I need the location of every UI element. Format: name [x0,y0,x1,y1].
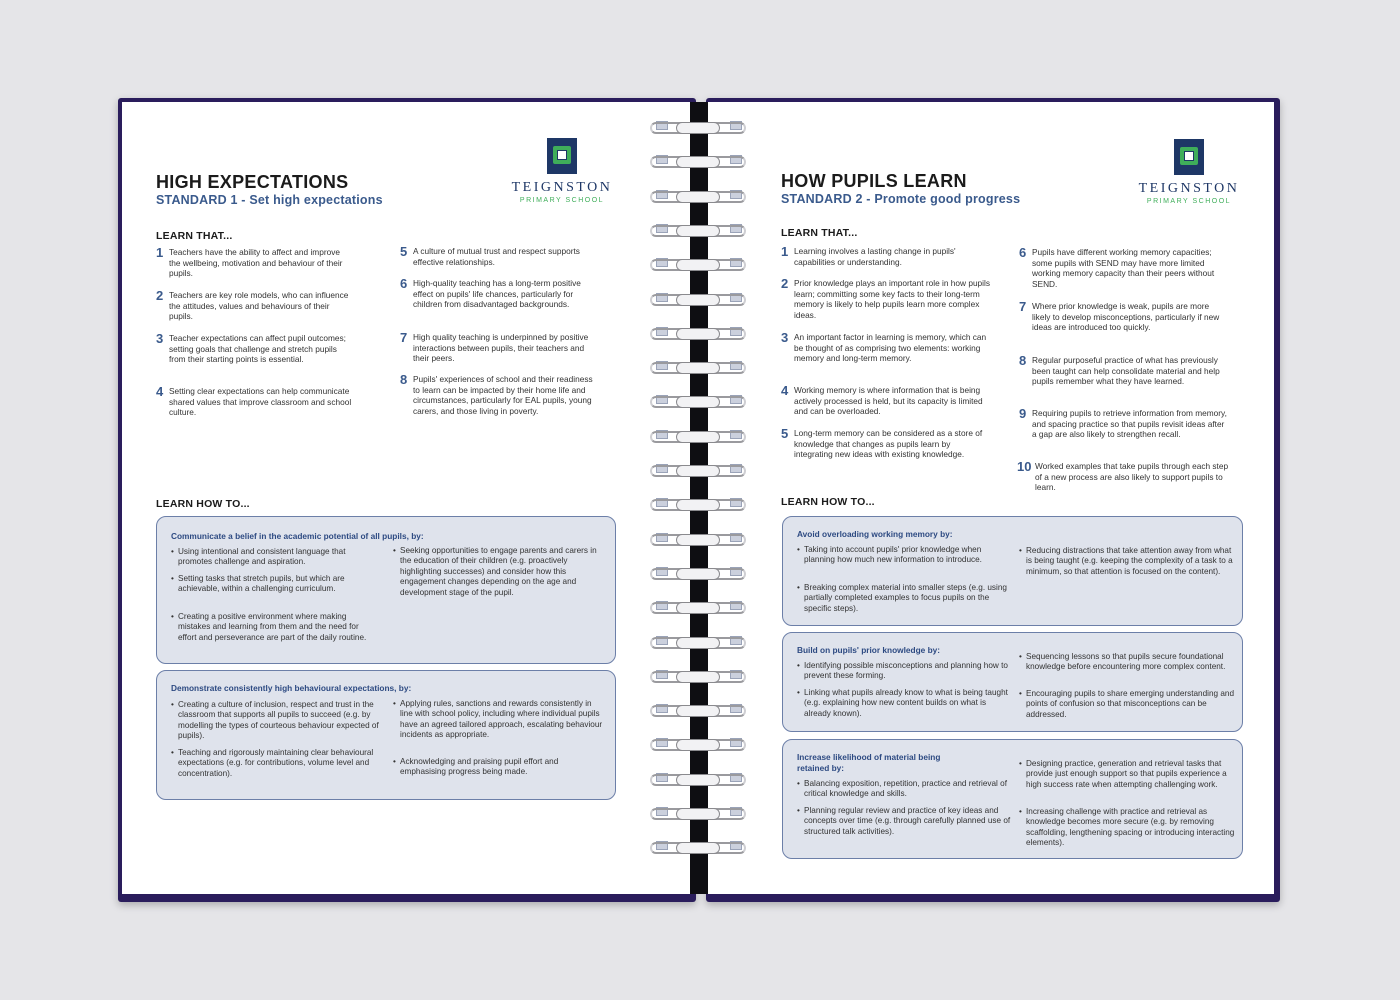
bullet-item: • Designing practice, generation and retrieval tasks that provide just enough support so that pupils experience a high success rate when attempting challenging work. [1019,759,1236,790]
school-crest-icon [1174,139,1204,175]
list-item: 9 Requiring pupils to retrieve information from memory, and spacing practice so that pupils revisit ideas after a gap are also likely to strengthen recall. [1019,406,1227,440]
bullet-item: • Applying rules, sanctions and rewards consistently in line with school policy, including where individual pupils have an agreed tailored approach, escalating behaviour incidents as appropriate. [393,699,606,741]
binding-ring [650,637,746,649]
school-crest-icon [547,138,577,174]
bullet-item: • Setting tasks that stretch pupils, but which are achievable, within a challenging curriculum. [171,574,378,595]
left-page [122,102,654,894]
bullet-item: • Acknowledging and praising pupil effort and emphasising progress being made. [393,757,606,778]
list-item: 5 A culture of mutual trust and respect supports effective relationships. [400,244,580,267]
list-item: 10 Worked examples that take pupils through each step of a new process are also likely to support pupils to learn. [1017,459,1229,493]
list-item: 7 High quality teaching is underpinned by positive interactions between pupils, their teachers and their peers. [400,330,589,364]
binding-ring [650,259,746,271]
bullet-item: • Encouraging pupils to share emerging understanding and points of confusion so that misconceptions can be addressed. [1019,689,1236,720]
binding-ring [650,705,746,717]
list-item: 1 Teachers have the ability to affect and improve the wellbeing, motivation and behaviour of their pupils. [156,245,343,279]
bullet-item: • Sequencing lessons so that pupils secure foundational knowledge before encountering more complex content. [1019,652,1236,673]
bullet-item: • Seeking opportunities to engage parents and carers in the education of their children (e.g. proactively highlighting successes) and consider how this engagement changes depending on the age and development stage of the pupil. [393,546,606,598]
binding-ring [650,362,746,374]
list-item: 7 Where prior knowledge is weak, pupils are more likely to develop misconceptions, particularly if new ideas are introduced too quickly. [1019,299,1220,333]
box-heading: Build on pupils' prior knowledge by: [797,645,941,655]
box-heading: Demonstrate consistently high behavioural expectations, by: [171,683,412,693]
bullet-item: • Taking into account pupils' prior knowledge when planning how much new information to introduce. [797,545,1012,566]
list-item: 2 Prior knowledge plays an important role in how pupils learn; committing some key facts to their long-term memory is likely to help pupils learn more complex ideas. [781,276,991,320]
bullet-item: • Creating a positive environment where making mistakes and learning from them and the need for effort and perseverance are part of the daily routine. [171,612,378,643]
bullet-item: • Reducing distractions that take attention away from what is being taught (e.g. keeping the complexity of a task to a minimum, so that attention is focused on the content). [1019,546,1236,577]
binding-ring [650,225,746,237]
binding-ring [650,328,746,340]
binding-ring [650,396,746,408]
binding-ring [650,671,746,683]
binding-ring [650,294,746,306]
binding-ring [650,431,746,443]
box-heading: Avoid overloading working memory by: [797,529,953,539]
school-logo: TEIGNSTON PRIMARY SCHOOL [1129,139,1249,205]
binding-ring [650,534,746,546]
list-item: 3 Teacher expectations can affect pupil outcomes; setting goals that challenge and stretch pupils from their starting points is essential. [156,331,346,365]
binding-ring [650,465,746,477]
page-subtitle: STANDARD 1 - Set high expectations [156,193,383,207]
binding-ring [650,774,746,786]
list-item: 8 Pupils' experiences of school and their readiness to learn can be impacted by their home life and circumstances, particularly for EAL pupils, young carers, and those living in poverty. [400,372,593,416]
bullet-item: • Creating a culture of inclusion, respect and trust in the classroom that supports all pupils to succeed (e.g. by modelling the types of courteous behaviour expected of pupils). [171,700,384,742]
list-item: 4 Setting clear expectations can help communicate shared values that improve classroom and school culture. [156,384,352,418]
binding-ring [650,499,746,511]
binding-ring [650,122,746,134]
binding-ring [650,739,746,751]
box-heading: Increase likelihood of material being retained by: [797,752,941,773]
list-item: 1 Learning involves a lasting change in pupils' capabilities or understanding. [781,244,956,267]
binding-ring [650,842,746,854]
school-logo: TEIGNSTON PRIMARY SCHOOL [502,138,622,204]
learn-that-heading: LEARN THAT... [781,227,858,239]
binding-ring [650,156,746,168]
list-item: 8 Regular purposeful practice of what has previously been taught can help consolidate material and help pupils remember what they have learned. [1019,353,1220,387]
bullet-item: • Increasing challenge with practice and retrieval as knowledge becomes more secure (e.g. by removing scaffolding, lengthening spacing or introducing interacting elements). [1019,807,1236,849]
list-item: 5 Long-term memory can be considered as a store of knowledge that changes as pupils learn by integrating new ideas with existing knowledge. [781,426,983,460]
binding-ring [650,602,746,614]
bullet-item: • Identifying possible misconceptions and planning how to prevent these forming. [797,661,1012,682]
learn-how-box [782,632,1243,732]
box-heading: Communicate a belief in the academic potential of all pupils, by: [171,531,424,541]
list-item: 6 Pupils have different working memory capacities; some pupils with SEND may have more limited working memory capacity than their peers without SEND. [1019,245,1215,289]
learn-how-box [782,516,1243,626]
page-title: HOW PUPILS LEARN [781,171,967,191]
bullet-item: • Teaching and rigorously maintaining clear behavioural expectations (e.g. for contributions, volume level and concentration). [171,748,378,779]
learn-how-box [782,739,1243,859]
page-title: HIGH EXPECTATIONS [156,172,349,192]
bullet-item: • Balancing exposition, repetition, practice and retrieval of critical knowledge and skills. [797,779,1012,800]
learn-how-heading: LEARN HOW TO... [156,498,250,510]
learn-how-heading: LEARN HOW TO... [781,496,875,508]
right-page [740,102,1274,894]
list-item: 4 Working memory is where information that is being actively processed is held, but its capacity is limited and can be overloaded. [781,383,983,417]
learn-how-box [156,516,616,664]
bullet-item: • Planning regular review and practice of key ideas and concepts over time (e.g. through carefully planned use of structured talk activities). [797,806,1012,837]
page-subtitle: STANDARD 2 - Promote good progress [781,192,1021,206]
learn-how-box [156,670,616,800]
list-item: 3 An important factor in learning is memory, which can be thought of as comprising two elements: working memory and long-term memory. [781,330,987,364]
binding-ring [650,568,746,580]
list-item: 2 Teachers are key role models, who can influence the attitudes, values and behaviours of their pupils. [156,288,349,322]
bullet-item: • Linking what pupils already know to what is being taught (e.g. explaining how new content builds on what is already known). [797,688,1012,719]
list-item: 6 High-quality teaching has a long-term positive effect on pupils' life chances, particularly for children from disadvantaged backgrounds. [400,276,581,310]
binding-ring [650,191,746,203]
learn-that-heading: LEARN THAT... [156,230,233,242]
binding-ring [650,808,746,820]
bullet-item: • Using intentional and consistent language that promotes challenge and aspiration. [171,547,378,568]
bullet-item: • Breaking complex material into smaller steps (e.g. using partially completed examples to focus pupils on the specific steps). [797,583,1012,614]
